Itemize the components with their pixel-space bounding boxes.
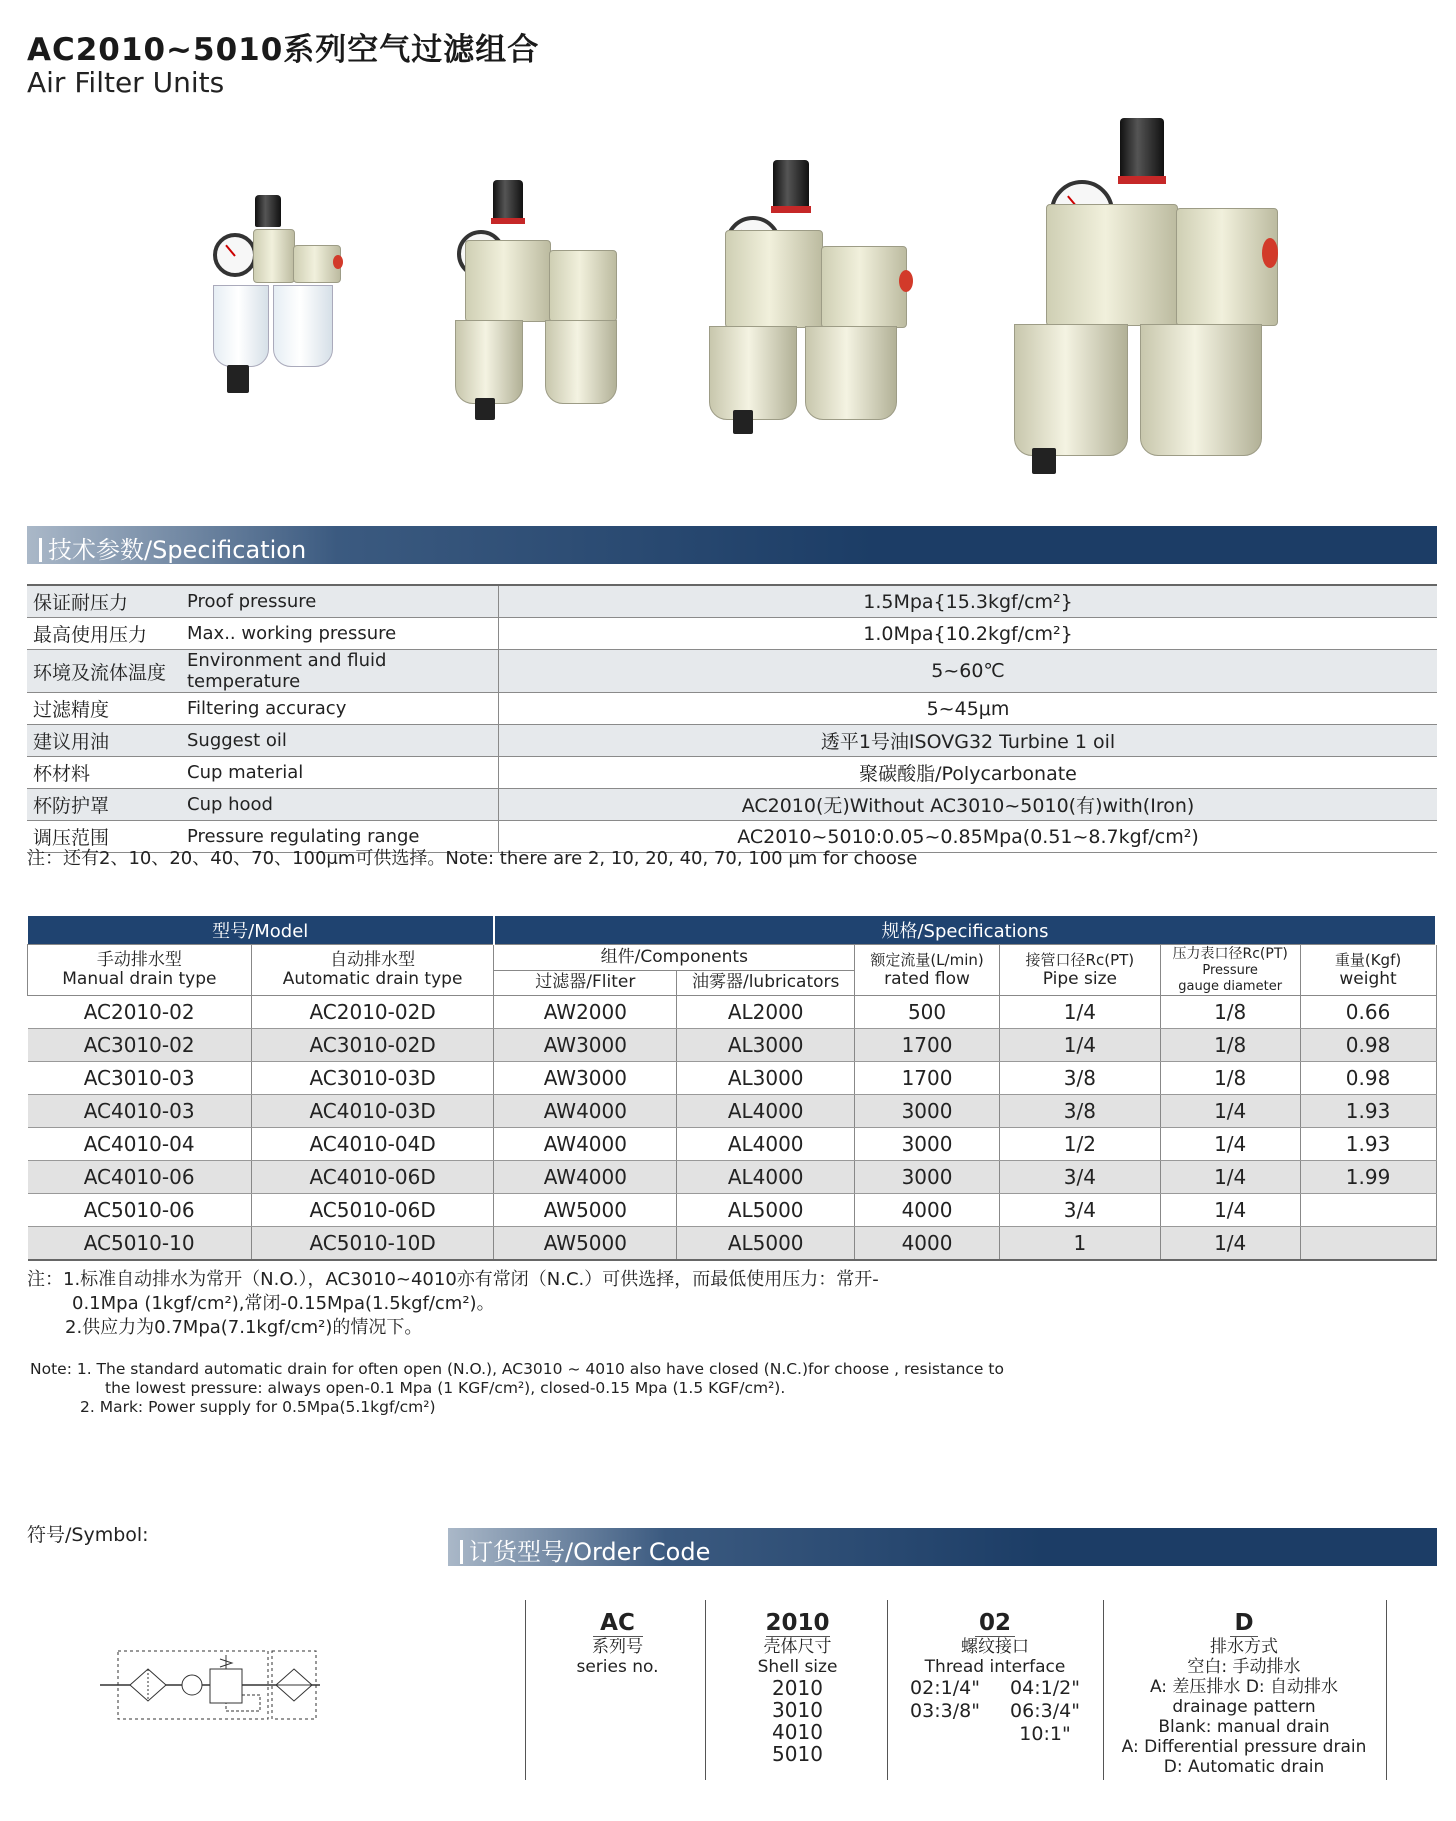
pipe-size-cell: 3/4 [999, 1194, 1160, 1227]
spec-label-zh: 杯材料 [27, 757, 181, 789]
spec-value: 透平1号油ISOVG32 Turbine 1 oil [499, 725, 1438, 757]
pipe-size-cell: 1 [999, 1227, 1160, 1261]
order-code-banner [448, 1528, 1437, 1566]
page-title: AC2010~5010系列空气过滤组合 [27, 32, 540, 68]
model-table [27, 916, 1437, 1261]
lubricator-model-cell: AL2000 [677, 996, 855, 1029]
rated-flow-cell: 3000 [855, 1161, 1000, 1194]
gauge-size-cell: 1/4 [1160, 1095, 1300, 1128]
table-row [28, 1128, 1437, 1161]
spec-label-zh: 最高使用压力 [27, 618, 181, 650]
page-subtitle: Air Filter Units [27, 66, 225, 99]
spec-label-en: Cup material [181, 757, 499, 789]
spec-banner [27, 526, 1437, 564]
series-code: AC [593, 1610, 643, 1637]
table-row [28, 1029, 1437, 1062]
filter-model-cell: AW4000 [494, 1128, 677, 1161]
manual-model-cell: AC3010-02 [28, 1029, 252, 1062]
spec-label-zh: 建议用油 [27, 725, 181, 757]
auto-model-cell: AC5010-10D [251, 1227, 494, 1261]
spec-row [27, 725, 1437, 757]
weight-header: 重量(Kgf) weight [1300, 945, 1436, 996]
gauge-size-cell: 1/4 [1160, 1227, 1300, 1261]
order-code-banner-label: 订货型号/Order Code [469, 1538, 711, 1566]
weight-cell: 1.93 [1300, 1128, 1436, 1161]
model-group-header: 型号/Model [28, 916, 494, 945]
table-row [28, 996, 1437, 1029]
auto-model-cell: AC4010-03D [251, 1095, 494, 1128]
manual-model-cell: AC5010-06 [28, 1194, 252, 1227]
manual-model-cell: AC4010-04 [28, 1128, 252, 1161]
pipe-size-header: 接管口径Rc(PT) Pipe size [999, 945, 1160, 996]
product-image-ac5010 [1010, 118, 1280, 478]
rated-flow-cell: 4000 [855, 1194, 1000, 1227]
lubricator-model-cell: AL5000 [677, 1194, 855, 1227]
spec-row [27, 789, 1437, 821]
rated-flow-cell: 1700 [855, 1062, 1000, 1095]
rated-flow-cell: 3000 [855, 1095, 1000, 1128]
gauge-size-cell: 1/4 [1160, 1161, 1300, 1194]
pipe-size-cell: 1/4 [999, 996, 1160, 1029]
rated-flow-cell: 3000 [855, 1128, 1000, 1161]
spec-label-zh: 过滤精度 [27, 693, 181, 725]
weight-cell: 1.93 [1300, 1095, 1436, 1128]
spec-group-header: 规格/Specifications [494, 916, 1436, 945]
order-series: AC 系列号 series no. [576, 1610, 659, 1677]
manual-model-cell: AC2010-02 [28, 996, 252, 1029]
manual-model-cell: AC3010-03 [28, 1062, 252, 1095]
spec-value: AC2010~5010:0.05~0.85Mpa(0.51~8.7kgf/cm²) [499, 821, 1438, 853]
order-thread: 02 螺纹接口 Thread interface 02:1/4" 04:1/2" 03:3/8" 06:3/4" 10:1" [910, 1610, 1080, 1745]
shell-code: 2010 [765, 1610, 830, 1636]
spec-label-zh: 杯防护罩 [27, 789, 181, 821]
auto-model-cell: AC5010-06D [251, 1194, 494, 1227]
spec-label-en: Environment and fluid temperature [181, 650, 499, 693]
filter-model-cell: AW5000 [494, 1227, 677, 1261]
lubricator-model-cell: AL4000 [677, 1161, 855, 1194]
gauge-size-cell: 1/4 [1160, 1194, 1300, 1227]
lubricator-model-cell: AL4000 [677, 1095, 855, 1128]
pipe-size-cell: 3/4 [999, 1161, 1160, 1194]
accuracy-note: 注：还有2、10、20、40、70、100μm可供选择。Note: there are 2, 10, 20, 40, 70, 100 μm for choose [27, 848, 918, 869]
weight-cell [1300, 1194, 1436, 1227]
gauge-size-cell: 1/8 [1160, 996, 1300, 1029]
filter-model-cell: AW3000 [494, 1062, 677, 1095]
filter-model-cell: AW4000 [494, 1095, 677, 1128]
auto-model-cell: AC4010-06D [251, 1161, 494, 1194]
product-image-ac3010 [445, 180, 625, 420]
rated-flow-cell: 500 [855, 996, 1000, 1029]
auto-drain-header: 自动排水型 Automatic drain type [251, 945, 494, 996]
pipe-size-cell: 3/8 [999, 1095, 1160, 1128]
table-row [28, 1227, 1437, 1261]
spec-banner-label: 技术参数/Specification [48, 536, 307, 564]
spec-value: AC2010(无)Without AC3010~5010(有)with(Iron) [499, 789, 1438, 821]
gauge-size-cell: 1/4 [1160, 1128, 1300, 1161]
pipe-size-cell: 1/2 [999, 1128, 1160, 1161]
auto-model-cell: AC3010-02D [251, 1029, 494, 1062]
auto-model-cell: AC2010-02D [251, 996, 494, 1029]
spec-label-en: Cup hood [181, 789, 499, 821]
spec-row [27, 693, 1437, 725]
components-header: 组件/Components [494, 945, 855, 971]
lubricator-model-cell: AL3000 [677, 1062, 855, 1095]
thread-code: 02 [975, 1610, 1015, 1637]
filter-model-cell: AW2000 [494, 996, 677, 1029]
rated-flow-cell: 4000 [855, 1227, 1000, 1261]
flow-header: 额定流量(L/min) rated flow [855, 945, 1000, 996]
spec-label-zh: 调压范围 [27, 821, 181, 853]
pipe-size-cell: 1/4 [999, 1029, 1160, 1062]
table-row [28, 1062, 1437, 1095]
pipe-size-cell: 3/8 [999, 1062, 1160, 1095]
lubricator-model-cell: AL4000 [677, 1128, 855, 1161]
manual-drain-header: 手动排水型 Manual drain type [28, 945, 252, 996]
weight-cell: 0.66 [1300, 996, 1436, 1029]
gauge-header: 压力表口径Rc(PT) Pressure gauge diameter [1160, 945, 1300, 996]
spec-value: 1.5Mpa{15.3kgf/cm²} [499, 585, 1438, 618]
spec-label-en: Max.. working pressure [181, 618, 499, 650]
spec-label-zh: 环境及流体温度 [27, 650, 181, 693]
spec-row [27, 585, 1437, 618]
filter-model-cell: AW4000 [494, 1161, 677, 1194]
gauge-size-cell: 1/8 [1160, 1029, 1300, 1062]
lubricator-model-cell: AL5000 [677, 1227, 855, 1261]
order-drain: D 排水方式 空白: 手动排水 A: 差压排水 D: 自动排水 drainage pattern Blank: manual drain A: Differential pressure drain D: Automatic drain [1121, 1610, 1367, 1777]
spec-value: 5~60℃ [499, 650, 1438, 693]
spec-row [27, 618, 1437, 650]
pneumatic-symbol-icon [100, 1645, 320, 1725]
auto-model-cell: AC4010-04D [251, 1128, 494, 1161]
lubricator-model-cell: AL3000 [677, 1029, 855, 1062]
auto-model-cell: AC3010-03D [251, 1062, 494, 1095]
drain-code: D [1230, 1610, 1258, 1637]
manual-model-cell: AC4010-06 [28, 1161, 252, 1194]
filter-header: 过滤器/Fliter [494, 970, 677, 996]
order-shell: 2010 壳体尺寸 Shell size 2010 3010 4010 5010 [757, 1610, 838, 1766]
spec-label-zh: 保证耐压力 [27, 585, 181, 618]
table-row [28, 1194, 1437, 1227]
gauge-size-cell: 1/8 [1160, 1062, 1300, 1095]
weight-cell: 0.98 [1300, 1029, 1436, 1062]
spec-label-en: Proof pressure [181, 585, 499, 618]
spec-value: 聚碳酸脂/Polycarbonate [499, 757, 1438, 789]
spec-table [27, 584, 1437, 853]
manual-model-cell: AC5010-10 [28, 1227, 252, 1261]
rated-flow-cell: 1700 [855, 1029, 1000, 1062]
symbol-label: 符号/Symbol: [27, 1524, 149, 1546]
spec-row [27, 650, 1437, 693]
table-row [28, 1161, 1437, 1194]
manual-model-cell: AC4010-03 [28, 1095, 252, 1128]
weight-cell [1300, 1227, 1436, 1261]
filter-model-cell: AW5000 [494, 1194, 677, 1227]
spec-row [27, 757, 1437, 789]
product-image-ac2010 [205, 195, 345, 405]
lubricator-header: 油雾器/lubricators [677, 970, 855, 996]
weight-cell: 1.99 [1300, 1161, 1436, 1194]
weight-cell: 0.98 [1300, 1062, 1436, 1095]
product-image-ac4010 [705, 160, 915, 435]
spec-label-en: Pressure regulating range [181, 821, 499, 853]
table-row [28, 1095, 1437, 1128]
spec-label-en: Suggest oil [181, 725, 499, 757]
notes-en: Note: 1. The standard automatic drain for often open (N.O.), AC3010 ~ 4010 also have closed (N.C.)for choose , resistance to the lowest pressure: always open-0.1 Mpa (1 KGF/cm²), closed-0.15 Mpa (1.5 KGF/cm²). 2. Mark: Power supply for 0.5Mpa(5.1kgf/cm²) [30, 1360, 1004, 1416]
spec-label-en: Filtering accuracy [181, 693, 499, 725]
spec-value: 1.0Mpa{10.2kgf/cm²} [499, 618, 1438, 650]
spec-value: 5~45μm [499, 693, 1438, 725]
filter-model-cell: AW3000 [494, 1029, 677, 1062]
notes-zh: 注：1.标准自动排水为常开（N.O.），AC3010~4010亦有常闭（N.C.）可供选择，而最低使用压力：常开- 0.1Mpa (1kgf/cm²),常闭-0.15Mpa(1.5kgf/cm²)。 2.供应力为0.7Mpa(7.1kgf/cm²)的情况下。 [27, 1269, 879, 1338]
